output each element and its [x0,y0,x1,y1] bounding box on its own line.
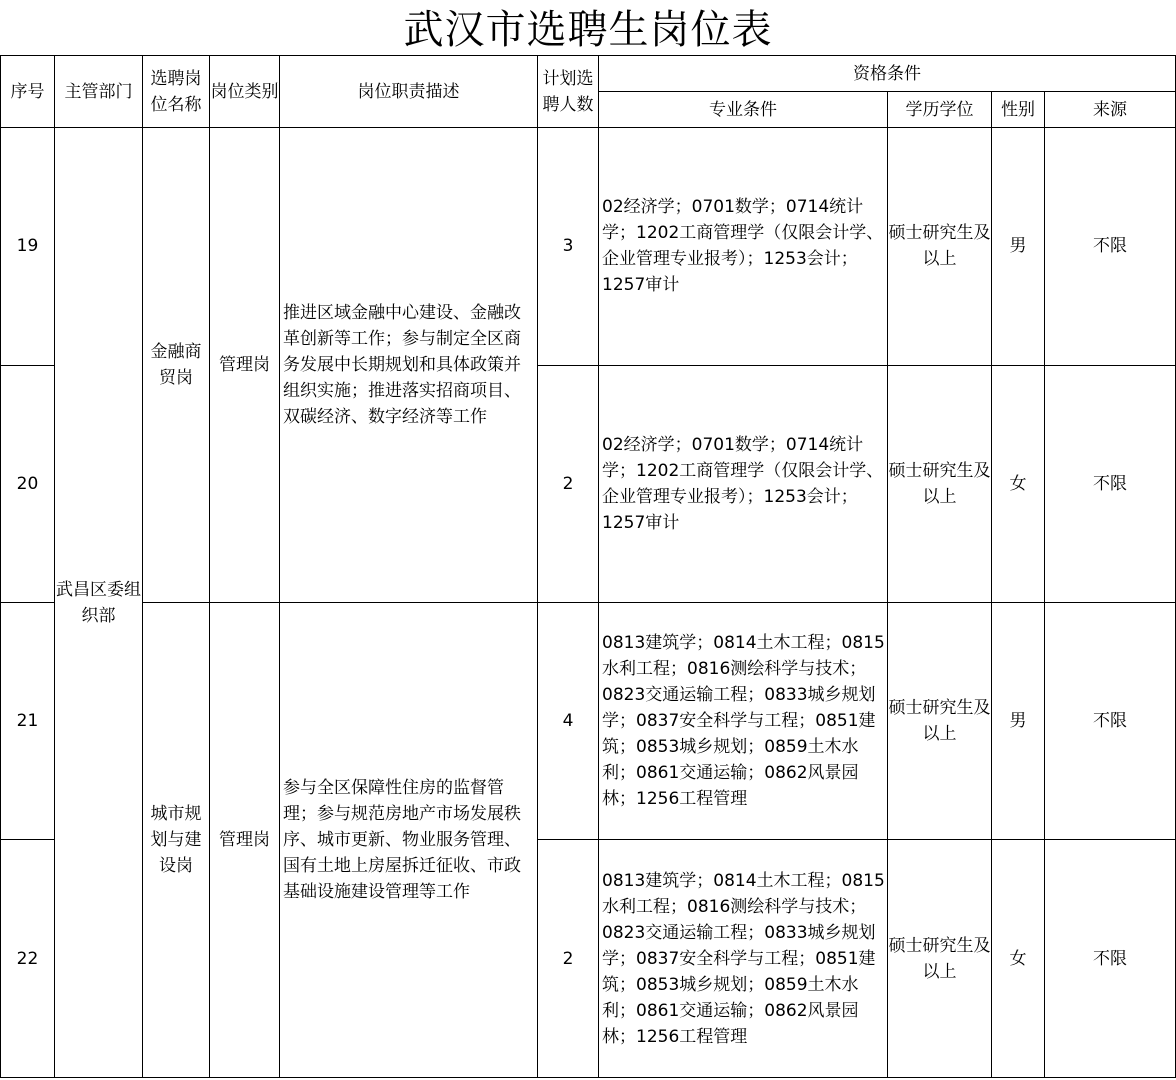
count-cell: 3 [538,128,599,365]
major-cell: 02经济学；0701数学；0714统计学；1202工商管理学（仅限会计学、企业管理专业报考）；1253会计；1257审计 [599,365,888,602]
major-cell: 0813建筑学；0814土木工程；0815水利工程；0816测绘科学与技术；0823交通运输工程；0833城乡规划学；0837安全科学与工程；0851建筑；0853城乡规划；0859土木水利；0861交通运输；0862风景园林；1256工程管理 [599,603,888,840]
header-count: 计划选聘人数 [538,56,599,128]
positions-table [0,55,1176,1078]
seq-cell: 22 [1,840,55,1078]
source-cell: 不限 [1045,840,1176,1078]
seq-cell: 21 [1,603,55,840]
header-seq: 序号 [1,56,55,128]
header-degree: 学历学位 [888,92,992,128]
degree-cell: 硕士研究生及以上 [888,128,992,365]
duty-cell: 推进区域金融中心建设、金融改革创新等工作；参与制定全区商务发展中长期规划和具体政策并组织实施；推进落实招商项目、双碳经济、数字经济等工作 [280,128,538,603]
gender-cell: 女 [992,840,1045,1078]
major-cell: 02经济学；0701数学；0714统计学；1202工商管理学（仅限会计学、企业管理专业报考）；1253会计；1257审计 [599,128,888,365]
gender-cell: 女 [992,365,1045,602]
header-source: 来源 [1045,92,1176,128]
degree-cell: 硕士研究生及以上 [888,365,992,602]
count-cell: 2 [538,840,599,1078]
post-type-cell: 管理岗 [210,603,280,1078]
header-major: 专业条件 [599,92,888,128]
degree-cell: 硕士研究生及以上 [888,603,992,840]
gender-cell: 男 [992,128,1045,365]
department-cell: 武昌区委组织部 [55,128,143,1078]
source-cell: 不限 [1045,603,1176,840]
header-qualifications: 资格条件 [599,56,1176,92]
seq-cell: 19 [1,128,55,365]
header-duty: 岗位职责描述 [280,56,538,128]
count-cell: 4 [538,603,599,840]
source-cell: 不限 [1045,365,1176,602]
count-cell: 2 [538,365,599,602]
header-dept: 主管部门 [55,56,143,128]
header-post-name: 选聘岗位名称 [143,56,210,128]
post-name-cell: 城市规划与建设岗 [143,603,210,1078]
duty-cell: 参与全区保障性住房的监督管理；参与规范房地产市场发展秩序、城市更新、物业服务管理、国有土地上房屋拆迁征收、市政基础设施建设管理等工作 [280,603,538,1078]
post-name-cell: 金融商贸岗 [143,128,210,603]
major-cell: 0813建筑学；0814土木工程；0815水利工程；0816测绘科学与技术；0823交通运输工程；0833城乡规划学；0837安全科学与工程；0851建筑；0853城乡规划；0859土木水利；0861交通运输；0862风景园林；1256工程管理 [599,840,888,1078]
degree-cell: 硕士研究生及以上 [888,840,992,1078]
post-type-cell: 管理岗 [210,128,280,603]
table-row [1,128,1176,365]
table-row [1,603,1176,840]
source-cell: 不限 [1045,128,1176,365]
header-post-type: 岗位类别 [210,56,280,128]
seq-cell: 20 [1,365,55,602]
page-title: 武汉市选聘生岗位表 [403,7,773,53]
gender-cell: 男 [992,603,1045,840]
header-row-1 [1,56,1176,92]
header-gender: 性别 [992,92,1045,128]
